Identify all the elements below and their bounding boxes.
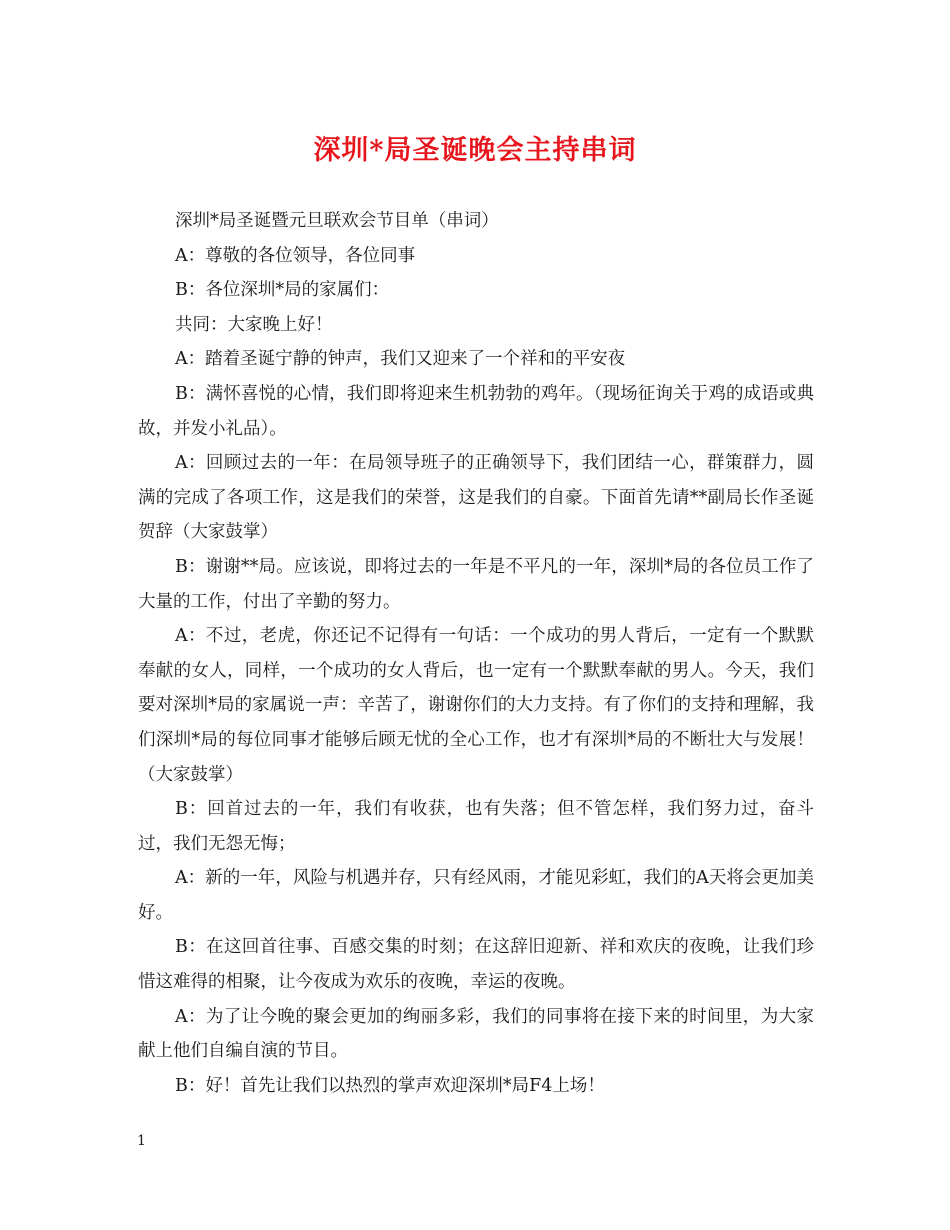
paragraph: A：踏着圣诞宁静的钟声，我们又迎来了一个祥和的平安夜 bbox=[175, 349, 626, 370]
paragraph: B：在这回首往事、百感交集的时刻；在这辞旧迎新、祥和欢庆的夜晚，让我们珍惜这难得的相聚，让今夜成为欢乐的夜晚，幸运的夜晚。 bbox=[138, 937, 814, 993]
paragraph: B：各位深圳*局的家属们： bbox=[175, 280, 390, 301]
document-body bbox=[138, 204, 814, 1103]
paragraph: A：为了让今晚的聚会更加的绚丽多彩，我们的同事将在接下来的时间里，为大家献上他们自编自演的节目。 bbox=[138, 1006, 814, 1062]
paragraph: A：尊敬的各位领导，各位同事 bbox=[175, 245, 416, 266]
paragraph-program-heading: 深圳*局圣诞暨元旦联欢会节目单（串词） bbox=[175, 211, 499, 231]
paragraph: 共同：大家晚上好！ bbox=[175, 314, 333, 335]
document-title: 深圳*局圣诞晚会主持串词 bbox=[313, 135, 637, 166]
paragraph: B：谢谢**局。应该说，即将过去的一年是不平凡的一年，深圳*局的各位员工作了大量的工作，付出了辛勤的努力。 bbox=[138, 556, 814, 612]
paragraph: A：不过，老虎，你还记不记得有一句话：一个成功的男人背后，一定有一个默默奉献的女人，同样，一个成功的女人背后，也一定有一个默默奉献的男人。今天，我们要对深圳*局的家属说一声：辛苦了，谢谢你们的大力支持。有了你们的支持和理解，我们深圳*局的每位同事才能够后顾无忧的全心工作，也才有深圳*局的不断壮大与发展！（大家鼓掌） bbox=[138, 626, 814, 785]
paragraph: B：回首过去的一年，我们有收获，也有失落；但不管怎样，我们努力过，奋斗过，我们无怨无悔； bbox=[138, 799, 814, 854]
paragraph: A：新的一年，风险与机遇并存，只有经风雨，才能见彩虹，我们的A天将会更加美好。 bbox=[138, 868, 814, 923]
paragraph: B：满怀喜悦的心情，我们即将迎来生机勃勃的鸡年。（现场征询关于鸡的成语或典故，并发小礼品）。 bbox=[138, 383, 814, 439]
paragraph: A：回顾过去的一年：在局领导班子的正确领导下，我们团结一心，群策群力，圆满的完成了各项工作，这是我们的荣誉，这是我们的自豪。下面首先请**副局长作圣诞贺辞（大家鼓掌） bbox=[138, 453, 814, 543]
page-number: 1 bbox=[137, 1133, 146, 1149]
paragraph: B：好！首先让我们以热烈的掌声欢迎深圳*局F4上场！ bbox=[175, 1075, 605, 1096]
